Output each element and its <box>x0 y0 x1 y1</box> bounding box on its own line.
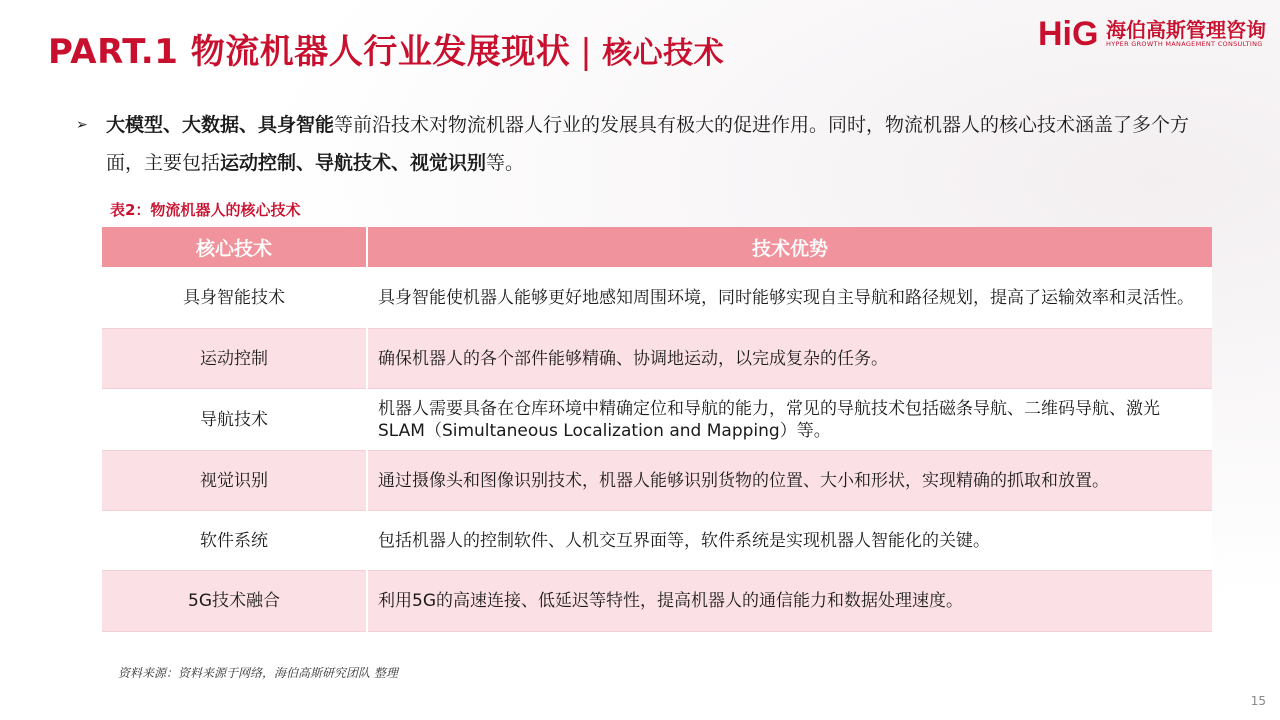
intro-text-1: 等前沿技术对物流机器人行业的发展具有极大的促进作用。同时，物流机器人的核心技术涵盖了多个方面，主要包括 <box>106 114 1190 174</box>
tech-desc-cell: 机器人需要具备在仓库环境中精确定位和导航的能力，常见的导航技术包括磁条导航、二维码导航、激光SLAM（Simultaneous Localization and Mapping）等。 <box>367 389 1212 451</box>
title-sub: 核心技术 <box>602 36 725 71</box>
header-core-tech: 核心技术 <box>102 227 367 267</box>
tech-name-cell: 视觉识别 <box>102 451 367 511</box>
intro-bold-1: 大模型、大数据、具身智能 <box>106 114 335 136</box>
tech-name-cell: 导航技术 <box>102 389 367 451</box>
intro-text-2: 等。 <box>486 152 525 174</box>
table-row <box>102 267 1212 329</box>
table-row <box>102 389 1212 451</box>
tech-name-cell: 具身智能技术 <box>102 267 367 329</box>
header-advantage: 技术优势 <box>367 227 1212 267</box>
tech-desc-cell: 确保机器人的各个部件能够精确、协调地运动，以完成复杂的任务。 <box>367 329 1212 389</box>
tech-desc-cell: 具身智能使机器人能够更好地感知周围环境，同时能够实现自主导航和路径规划，提高了运输效率和灵活性。 <box>367 267 1212 329</box>
tech-name-cell: 运动控制 <box>102 329 367 389</box>
table-header-row <box>102 227 1212 267</box>
slide-title <box>48 24 724 73</box>
core-tech-table <box>102 227 1212 632</box>
tech-desc-cell: 通过摄像头和图像识别技术，机器人能够识别货物的位置、大小和形状，实现精确的抓取和放置。 <box>367 451 1212 511</box>
logo-chinese-name: 海伯高斯管理咨询 <box>1106 18 1266 42</box>
logo-mark-text: HiG <box>1038 15 1099 52</box>
intro-paragraph <box>76 106 1216 182</box>
tech-desc-cell: 包括机器人的控制软件、人机交互界面等，软件系统是实现机器人智能化的关键。 <box>367 511 1212 571</box>
tech-name-cell: 软件系统 <box>102 511 367 571</box>
title-separator: | <box>580 32 593 72</box>
company-logo <box>1038 12 1268 52</box>
intro-bold-2: 运动控制、导航技术、视觉识别 <box>220 152 487 174</box>
page-number: 15 <box>1250 694 1266 708</box>
bullet-arrow-icon: ➢ <box>76 117 88 133</box>
table-row <box>102 329 1212 389</box>
hig-logo-mark <box>1038 12 1102 52</box>
source-note: 资料来源：资料来源于网络，海伯高斯研究团队 整理 <box>118 666 398 680</box>
table-row <box>102 451 1212 511</box>
title-main: PART.1 物流机器人行业发展现状 <box>48 32 571 72</box>
intro-text <box>106 106 1216 182</box>
table-row <box>102 571 1212 632</box>
table-caption: 表2：物流机器人的核心技术 <box>110 201 301 219</box>
table-row <box>102 511 1212 571</box>
tech-desc-cell: 利用5G的高速连接、低延迟等特性，提高机器人的通信能力和数据处理速度。 <box>367 571 1212 632</box>
logo-english-name: HYPER GROWTH MANAGEMENT CONSULTING <box>1106 40 1263 48</box>
tech-name-cell: 5G技术融合 <box>102 571 367 632</box>
